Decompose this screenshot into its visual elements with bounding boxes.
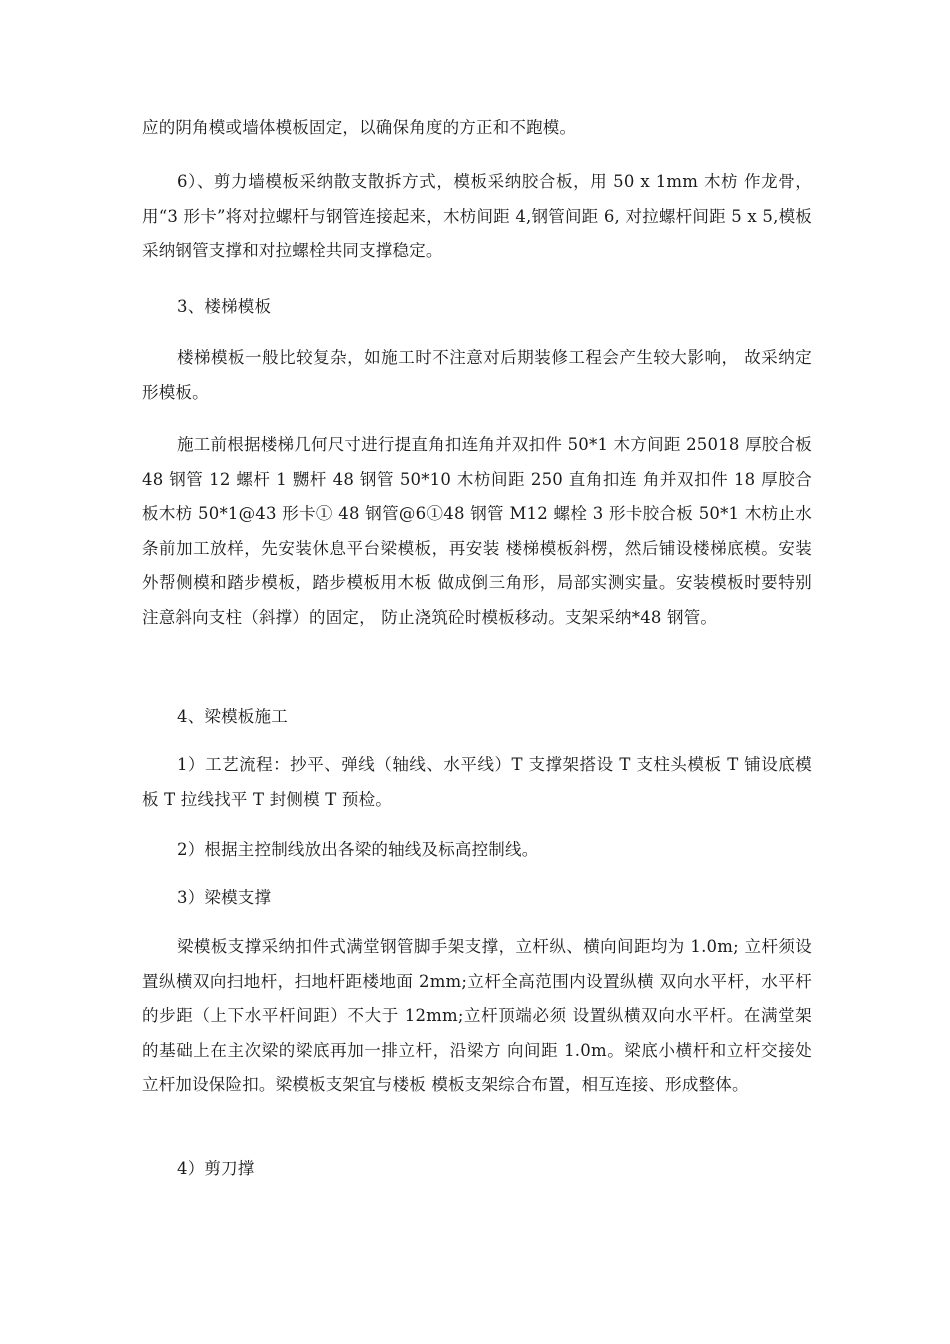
paragraph-beam-support: 梁模板支撑采纳扣件式满堂钢管脚手架支撑，立杆纵、横向间距均为 1.0m; 立杆须设置纵横双向扫地杆，扫地杆距楼地面 2mm;立杆全高范围内设置纵横 双向水平杆，水平杆的步距（上下水平杆间距）不大于 12mm;立杆顶端必须 设置纵横双向水平杆。在满堂架的基础上在主次梁的梁底再加一排立杆，沿梁方 向间距 1.0m。梁底小横杆和立杆交接处立杆加设保险扣。梁模板支架宜与楼板 模板支架综合布置，相互连接、形成整体。	[142, 937, 812, 1094]
paragraph-continuation: 应的阴角模或墙体模板固定，以确保角度的方正和不跑模。	[142, 118, 577, 137]
paragraph-stair-construction: 施工前根据楼梯几何尺寸进行提直角扣连角并双扣件 50*1 木方间距 25018 厚胶合板 48 钢管 12 螺杆 1 嬲杆 48 钢管 50*10 木枋间距 250 直角扣连 角并双扣件 18 厚胶合板木枋 50*1@43 形卡① 48 钢管@6①48 钢管 M12 螺栓 3 形卡胶合板 50*1 木枋止水条前加工放样，先安装休息平台梁模板，再安装 楼梯模板斜楞，然后铺设楼梯底模。安装外帮侧模和踏步模板，踏步模板用木板 做成倒三角形，局部实测实量。安装模板时要特别注意斜向支柱（斜撑）的固定， 防止浇筑砼时模板移动。支架采纳*48 钢管。	[142, 435, 812, 627]
section-heading-stair-formwork: 3、楼梯模板	[177, 297, 272, 316]
subheading-beam-support: 3）梁模支撑	[177, 888, 272, 907]
paragraph-shear-wall-formwork: 6）、剪力墙模板采纳散支散拆方式，模板采纳胶合板，用 50 x 1mm 木枋 作龙骨，用“3 形卡”将对拉螺杆与钢管连接起来，木枋间距 4,钢管间距 6, 对拉螺杆间距 5 x 5,模板采纳钢管支撑和对拉螺栓共同支撑稳定。	[142, 172, 812, 260]
paragraph-control-lines: 2）根据主控制线放出各梁的轴线及标高控制线。	[177, 840, 539, 859]
paragraph-stair-intro: 楼梯模板一般比较复杂，如施工时不注意对后期装修工程会产生较大影响， 故采纳定形模板。	[142, 348, 812, 402]
section-heading-beam-formwork: 4、梁模板施工	[177, 707, 288, 726]
subheading-scissor-brace: 4）剪刀撑	[177, 1159, 255, 1178]
paragraph-process-flow: 1）工艺流程：抄平、弹线（轴线、水平线）T 支撑架搭设 T 支柱头模板 T 铺设底模板 T 拉线找平 T 封侧模 T 预检。	[142, 755, 812, 809]
